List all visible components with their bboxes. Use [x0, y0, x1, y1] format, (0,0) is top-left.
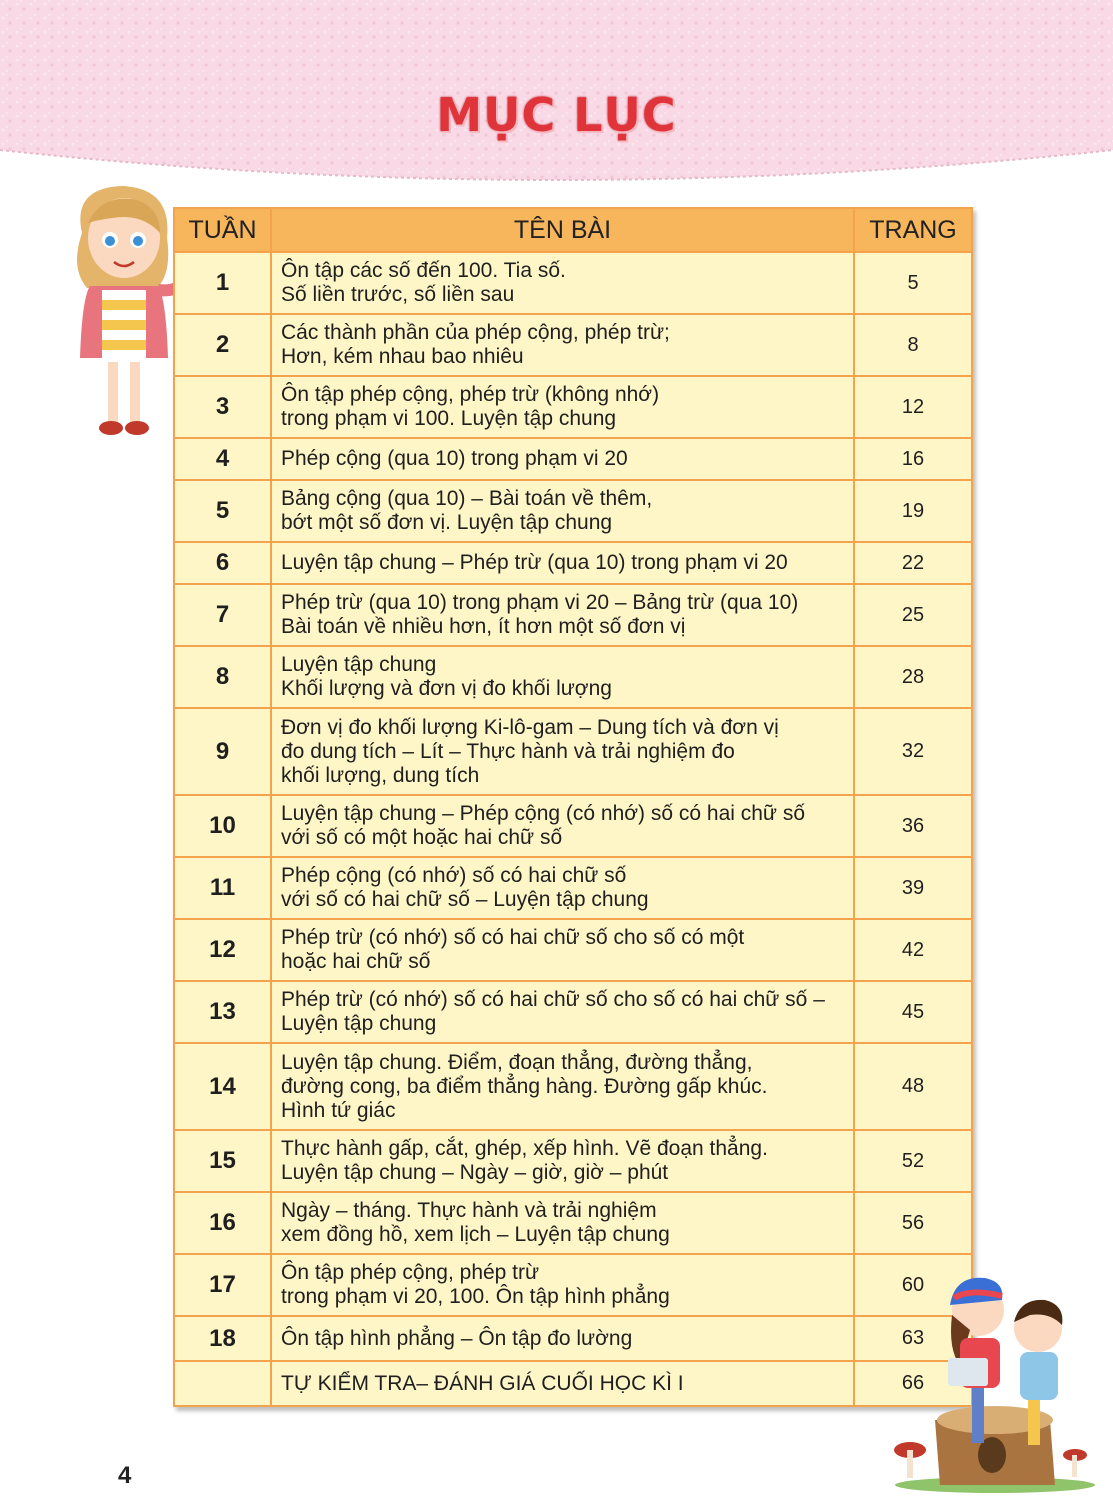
kids-illustration — [880, 1270, 1110, 1495]
week-number: 8 — [174, 646, 271, 708]
week-number: 6 — [174, 542, 271, 584]
week-number: 18 — [174, 1316, 271, 1361]
week-number: 10 — [174, 795, 271, 857]
lesson-title — [271, 708, 854, 795]
page-number: 4 — [118, 1462, 132, 1489]
table-row — [174, 376, 972, 438]
page-number-cell: 12 — [854, 376, 972, 438]
lesson-title-line: TỰ KIỂM TRA– ĐÁNH GIÁ CUỐI HỌC KÌ I — [281, 1371, 684, 1395]
lesson-title-line: trong phạm vi 20, 100. Ôn tập hình phẳng — [281, 1285, 670, 1308]
page-number-cell: 66 — [854, 1361, 972, 1406]
week-number: 12 — [174, 919, 271, 981]
page-number-cell: 42 — [854, 919, 972, 981]
week-number: 5 — [174, 480, 271, 542]
lesson-title-line: Luyện tập chung. Điểm, đoạn thẳng, đường thẳng, — [281, 1050, 753, 1074]
lesson-title-line: hoặc hai chữ số — [281, 950, 431, 973]
table-row — [174, 252, 972, 314]
page-number-cell: 52 — [854, 1130, 972, 1192]
table-row — [174, 438, 972, 480]
lesson-title-line: bớt một số đơn vị. Luyện tập chung — [281, 511, 613, 534]
lesson-title-line: Các thành phần của phép cộng, phép trừ; — [281, 321, 670, 344]
page-number-cell: 5 — [854, 252, 972, 314]
lesson-title — [271, 252, 854, 314]
table-row — [174, 584, 972, 646]
lesson-title-line: Ôn tập phép cộng, phép trừ (không nhớ) — [281, 383, 660, 406]
lesson-title-line: Phép trừ (có nhớ) số có hai chữ số cho số có hai chữ số – — [281, 988, 825, 1011]
lesson-title — [271, 376, 854, 438]
lesson-title-line: Bảng cộng (qua 10) – Bài toán về thêm, — [281, 487, 653, 510]
week-number: 1 — [174, 252, 271, 314]
lesson-title-line: Hình tứ giác — [281, 1098, 396, 1122]
lesson-title — [271, 584, 854, 646]
page-number-cell: 56 — [854, 1192, 972, 1254]
lesson-title — [271, 857, 854, 919]
week-number: 14 — [174, 1043, 271, 1130]
lesson-title-line: Phép cộng (qua 10) trong phạm vi 20 — [281, 447, 628, 470]
table-row — [174, 1043, 972, 1130]
table-row — [174, 314, 972, 376]
lesson-title-line: Luyện tập chung – Ngày – giờ, giờ – phút — [281, 1161, 669, 1184]
table-row — [174, 981, 972, 1043]
lesson-title-line: với số có hai chữ số – Luyện tập chung — [281, 888, 649, 911]
lesson-title-line: Luyện tập chung – Phép trừ (qua 10) trong phạm vi 20 — [281, 551, 788, 574]
lesson-title — [271, 919, 854, 981]
lesson-title-line: khối lượng, dung tích — [281, 763, 480, 787]
page-number-cell: 45 — [854, 981, 972, 1043]
lesson-title-line: Luyện tập chung – Phép cộng (có nhớ) số có hai chữ số — [281, 802, 805, 825]
page-number-cell: 8 — [854, 314, 972, 376]
week-number: 3 — [174, 376, 271, 438]
lesson-title — [271, 981, 854, 1043]
lesson-title — [271, 438, 854, 480]
page-number-cell: 48 — [854, 1043, 972, 1130]
lesson-title — [271, 795, 854, 857]
lesson-title-line: Phép cộng (có nhớ) số có hai chữ số — [281, 864, 627, 887]
week-number: 15 — [174, 1130, 271, 1192]
column-header-week: TUẦN — [174, 208, 271, 252]
table-row — [174, 857, 972, 919]
week-number: 2 — [174, 314, 271, 376]
page-number-cell: 19 — [854, 480, 972, 542]
page-number-cell: 60 — [854, 1254, 972, 1316]
table-row — [174, 795, 972, 857]
lesson-title-line: Ôn tập các số đến 100. Tia số. — [281, 259, 566, 282]
table-row — [174, 1254, 972, 1316]
lesson-title-line: với số có một hoặc hai chữ số — [281, 826, 563, 849]
lesson-title — [271, 542, 854, 584]
lesson-title-line: Luyện tập chung — [281, 653, 437, 676]
week-number: 17 — [174, 1254, 271, 1316]
column-header-page: TRANG — [854, 208, 972, 252]
table-row — [174, 542, 972, 584]
table-row — [174, 919, 972, 981]
table-row — [174, 1130, 972, 1192]
lesson-title — [271, 1130, 854, 1192]
week-number: 16 — [174, 1192, 271, 1254]
page-number-cell: 39 — [854, 857, 972, 919]
page-number-cell: 25 — [854, 584, 972, 646]
lesson-title — [271, 1316, 854, 1361]
table-row — [174, 1361, 972, 1406]
table-row — [174, 708, 972, 795]
lesson-title-line: Khối lượng và đơn vị đo khối lượng — [281, 677, 612, 700]
lesson-title — [271, 1192, 854, 1254]
lesson-title-line: Ngày – tháng. Thực hành và trải nghiệm — [281, 1199, 657, 1222]
page-number-cell: 28 — [854, 646, 972, 708]
lesson-title-line: Phép trừ (có nhớ) số có hai chữ số cho số có một — [281, 926, 745, 949]
page-number-cell: 22 — [854, 542, 972, 584]
table-row — [174, 646, 972, 708]
week-number: 11 — [174, 857, 271, 919]
lesson-title-line: trong phạm vi 100. Luyện tập chung — [281, 407, 617, 430]
lesson-title-line: Số liền trước, số liền sau — [281, 283, 515, 306]
page-number-cell: 36 — [854, 795, 972, 857]
column-header-title: TÊN BÀI — [271, 208, 854, 252]
table-row — [174, 480, 972, 542]
table-row — [174, 1316, 972, 1361]
lesson-title-line: Ôn tập phép cộng, phép trừ — [281, 1261, 540, 1284]
lesson-title — [271, 646, 854, 708]
page-number-cell: 63 — [854, 1316, 972, 1361]
week-number: 9 — [174, 708, 271, 795]
page-number-cell: 32 — [854, 708, 972, 795]
lesson-title — [271, 1254, 854, 1316]
week-number: 7 — [174, 584, 271, 646]
lesson-title-line: Ôn tập hình phẳng – Ôn tập đo lường — [281, 1326, 633, 1350]
lesson-title-line: đo dung tích – Lít – Thực hành và trải nghiệm đo — [281, 739, 735, 763]
lesson-title — [271, 1361, 854, 1406]
page-title: MỤC LỤC — [436, 88, 677, 142]
lesson-title-line: đường cong, ba điểm thẳng hàng. Đường gấp khúc. — [281, 1074, 768, 1098]
table-row — [174, 1192, 972, 1254]
lesson-title-line: Thực hành gấp, cắt, ghép, xếp hình. Vẽ đoạn thẳng. — [281, 1137, 768, 1160]
page-number-cell: 16 — [854, 438, 972, 480]
lesson-title-line: Hơn, kém nhau bao nhiêu — [281, 345, 524, 368]
week-number — [174, 1361, 271, 1406]
lesson-title-line: Đơn vị đo khối lượng Ki-lô-gam – Dung tích và đơn vị — [281, 715, 779, 739]
lesson-title — [271, 1043, 854, 1130]
lesson-title-line: Luyện tập chung — [281, 1012, 437, 1035]
lesson-title-line: Phép trừ (qua 10) trong phạm vi 20 – Bảng trừ (qua 10) — [281, 591, 799, 614]
lesson-title — [271, 314, 854, 376]
week-number: 13 — [174, 981, 271, 1043]
lesson-title — [271, 480, 854, 542]
week-number: 4 — [174, 438, 271, 480]
lesson-title-line: Bài toán về nhiều hơn, ít hơn một số đơn vị — [281, 615, 686, 638]
table-of-contents — [173, 207, 973, 1407]
lesson-title-line: xem đồng hồ, xem lịch – Luyện tập chung — [281, 1223, 670, 1246]
